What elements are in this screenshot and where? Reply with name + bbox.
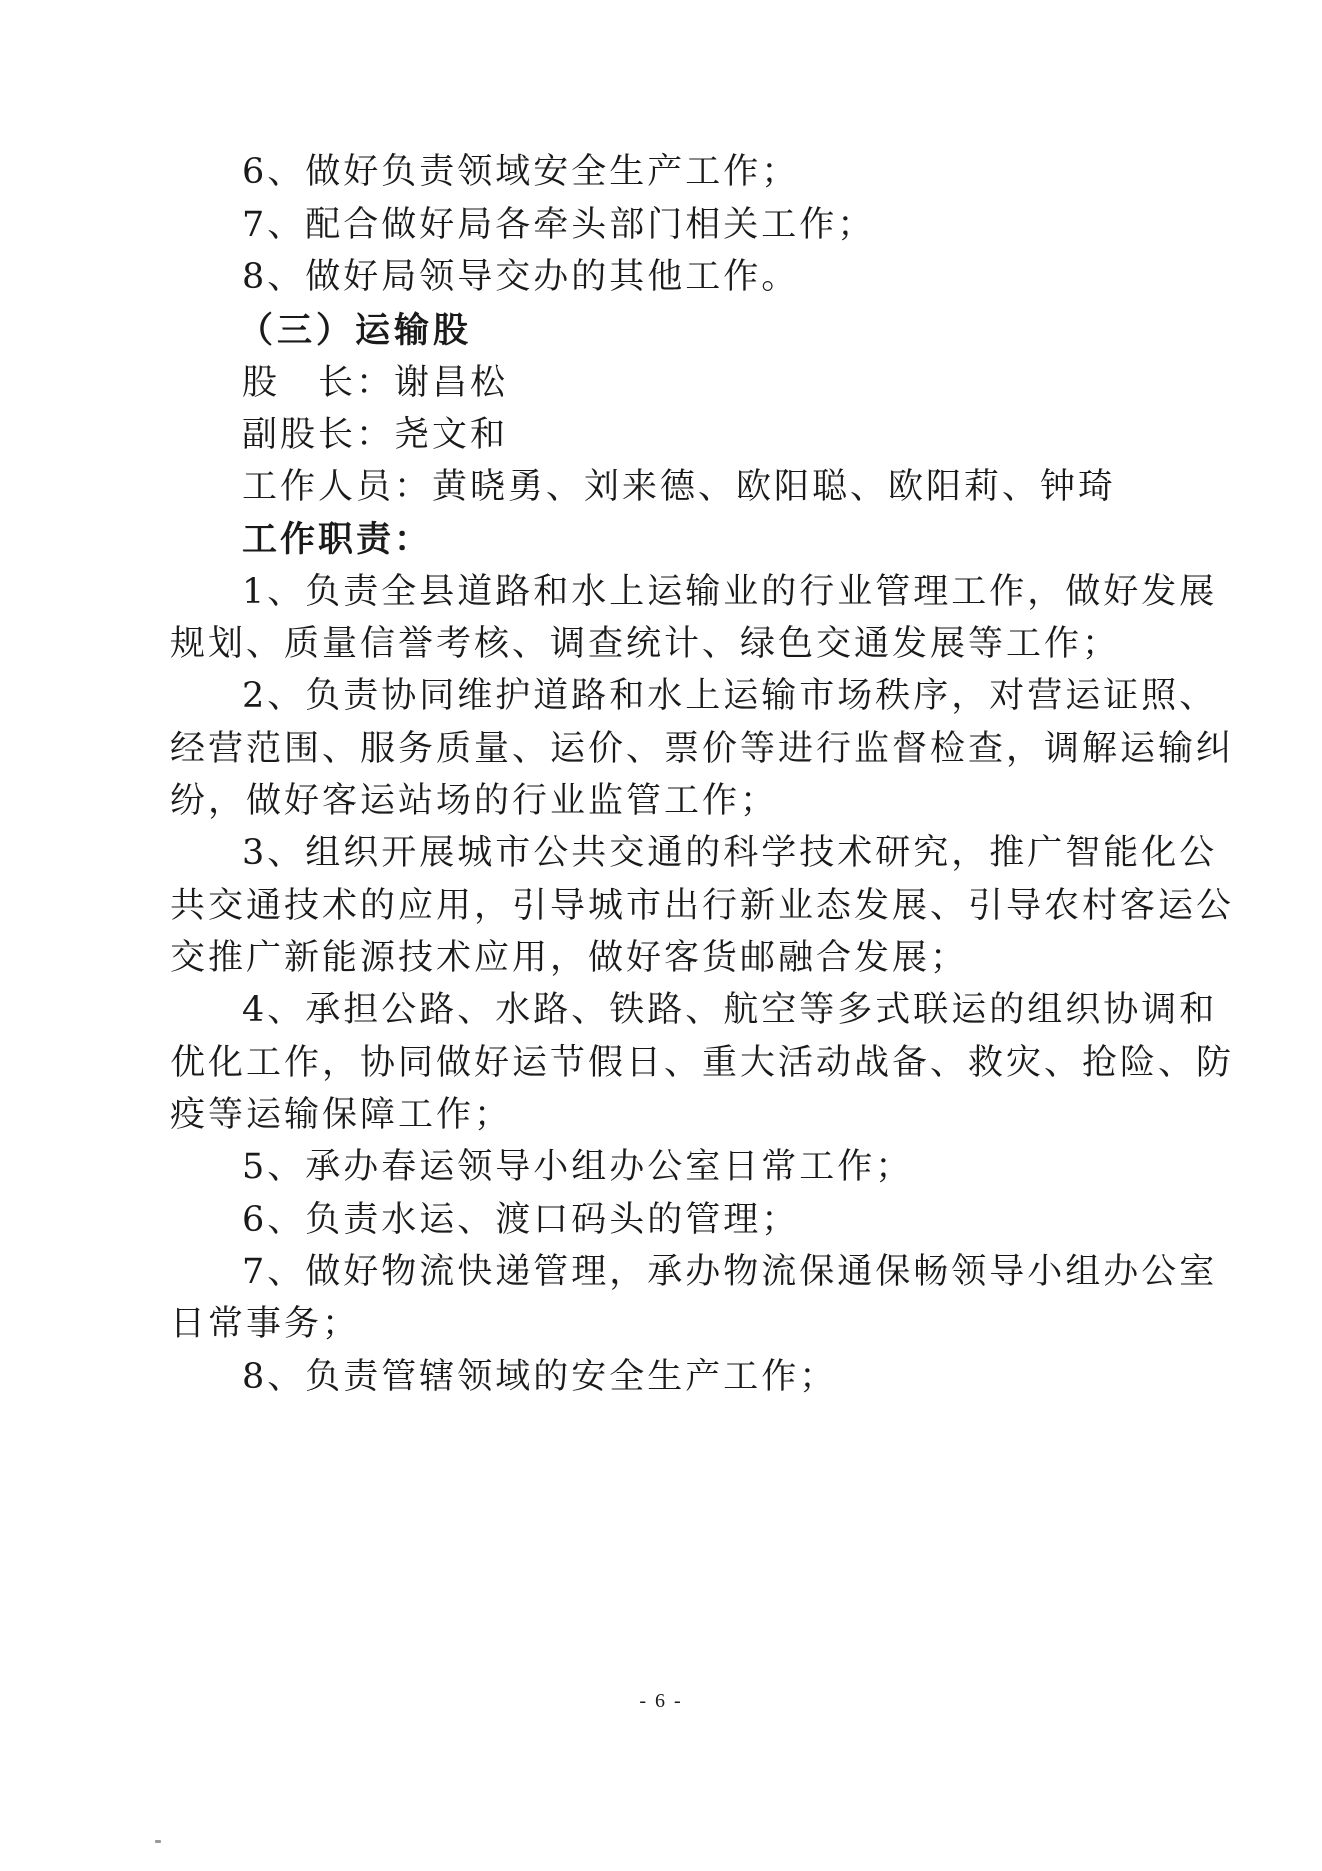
duty-4-line-2: 优化工作，协同做好运节假日、重大活动战备、救灾、抢险、防 [170,1043,1235,1083]
duty-7-line-1: 7、做好物流快递管理，承办物流保通保畅领导小组办公室 [242,1252,1218,1292]
duties-heading: 工作职责： [242,519,433,560]
page-number: - 6 - [639,1690,683,1712]
duty-2-line-3: 纷，做好客运站场的行业监管工作； [170,781,779,821]
section-title: （三）运输股 [238,310,473,351]
duty-7-line-2: 日常事务； [170,1304,361,1344]
scan-artifact [155,1840,161,1843]
duty-1-line-2: 规划、质量信誉考核、调查统计、绿色交通发展等工作； [170,624,1121,664]
list-item-6: 6、做好负责领域安全生产工作； [242,152,800,192]
list-item-7: 7、配合做好局各牵头部门相关工作； [242,205,876,245]
duty-2-line-2: 经营范围、服务质量、运价、票价等进行监督检查，调解运输纠 [170,729,1235,769]
duty-5-line-1: 5、承办春运领导小组办公室日常工作； [242,1147,914,1187]
duty-3-line-3: 交推广新能源技术应用，做好客货邮融合发展； [170,938,969,978]
duty-8-line-1: 8、负责管辖领域的安全生产工作； [242,1357,838,1397]
list-item-8: 8、做好局领导交办的其他工作。 [242,257,800,297]
deputy-row [242,415,509,455]
chief-name: 谢昌松 [394,363,509,403]
chief-label: 股 长： [242,363,395,403]
staff-row [242,467,1117,507]
duty-3-line-1: 3、组织开展城市公共交通的科学技术研究，推广智能化公 [242,833,1218,873]
duty-4-line-3: 疫等运输保障工作； [170,1095,513,1135]
duty-4-line-1: 4、承担公路、水路、铁路、航空等多式联运的组织协调和 [242,990,1218,1030]
duty-6-line-1: 6、负责水运、渡口码头的管理； [242,1200,800,1240]
staff-label: 工作人员： [242,467,433,507]
deputy-name: 尧文和 [394,415,509,455]
deputy-label: 副股长： [242,415,395,455]
staff-names: 黄晓勇、刘来德、欧阳聪、欧阳莉、钟琦 [432,467,1117,507]
chief-row [242,363,509,403]
duty-2-line-1: 2、负责协同维护道路和水上运输市场秩序，对营运证照、 [242,676,1218,716]
duty-3-line-2: 共交通技术的应用，引导城市出行新业态发展、引导农村客运公 [170,886,1235,926]
duty-1-line-1: 1、负责全县道路和水上运输业的行业管理工作，做好发展 [242,572,1218,612]
